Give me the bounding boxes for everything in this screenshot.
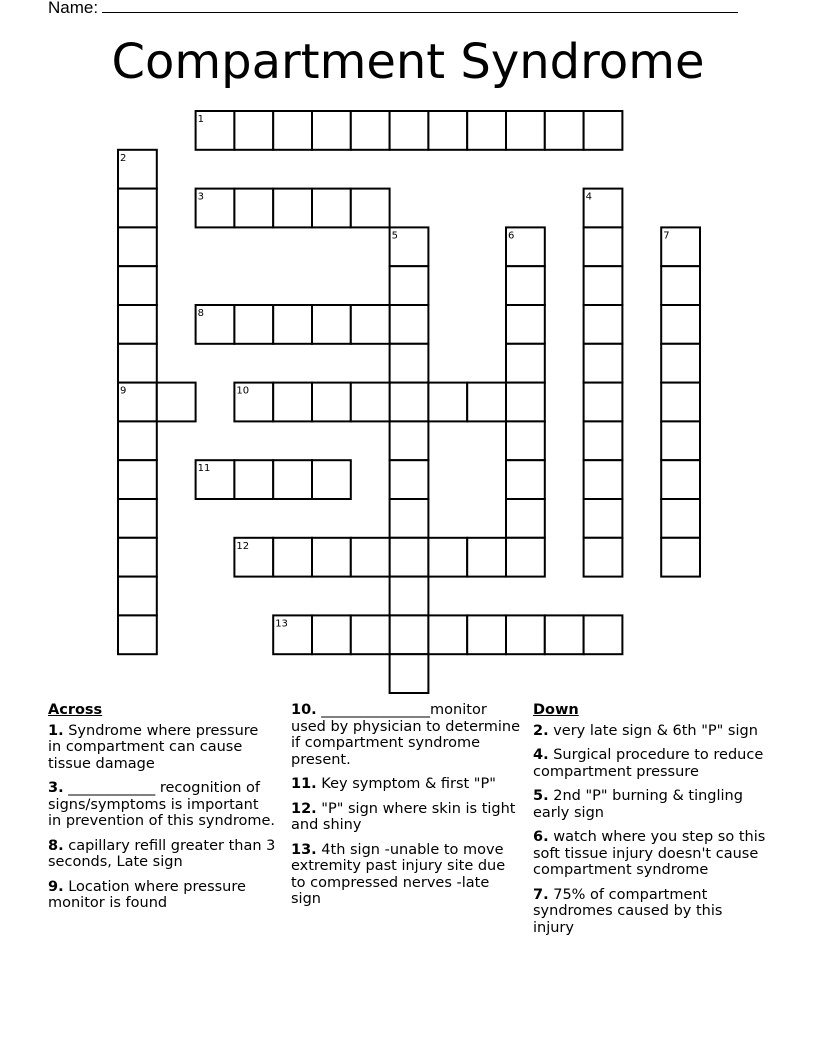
grid-cell[interactable]: [584, 344, 623, 383]
grid-cell[interactable]: [351, 383, 390, 422]
grid-cell[interactable]: [312, 615, 351, 654]
grid-cell[interactable]: [351, 538, 390, 577]
grid-cell[interactable]: [390, 538, 429, 577]
clue-text: "P" sign where skin is tight and shiny: [291, 800, 516, 833]
clue-text: capillary refill greater than 3 seconds, Late sign: [48, 837, 276, 870]
grid-cell[interactable]: [390, 305, 429, 344]
clue-text: 75% of compartment syndromes caused by this injury: [533, 886, 723, 936]
grid-cell[interactable]: [506, 499, 545, 538]
clue-number: 2.: [533, 722, 549, 739]
grid-cell[interactable]: [118, 305, 157, 344]
grid-cell[interactable]: [661, 499, 700, 538]
grid-cell[interactable]: [273, 538, 312, 577]
grid-cell[interactable]: [273, 189, 312, 228]
grid-cell[interactable]: [351, 111, 390, 150]
clue-number: 3.: [48, 780, 64, 796]
clue-down-5: [533, 788, 768, 821]
grid-cell[interactable]: [584, 227, 623, 266]
clue-across-9: [48, 879, 276, 912]
grid-cell[interactable]: [118, 460, 157, 499]
grid-cell[interactable]: [661, 383, 700, 422]
grid-cell[interactable]: [351, 615, 390, 654]
grid-cell[interactable]: [506, 344, 545, 383]
grid-cell[interactable]: [390, 111, 429, 150]
grid-cell[interactable]: [118, 499, 157, 538]
clue-text: Syndrome where pressure in compartment can cause tissue damage: [48, 722, 259, 772]
grid-cell[interactable]: [661, 421, 700, 460]
grid-cell[interactable]: [312, 383, 351, 422]
grid-cell[interactable]: [351, 189, 390, 228]
cell-number: 12: [236, 540, 250, 552]
clue-number: 7.: [533, 886, 549, 903]
grid-cell[interactable]: [584, 615, 623, 654]
grid-cell[interactable]: [584, 499, 623, 538]
grid-cell[interactable]: [428, 538, 467, 577]
clue-down-7: [533, 887, 768, 937]
name-label: Name:: [48, 0, 99, 17]
grid-cell[interactable]: [467, 111, 506, 150]
clue-across-13: [291, 842, 521, 908]
grid-cell[interactable]: [118, 421, 157, 460]
grid-cell[interactable]: [506, 538, 545, 577]
grid-cell[interactable]: [390, 577, 429, 616]
clue-across-8: [48, 838, 276, 871]
grid-cell[interactable]: [234, 189, 273, 228]
clue-number: 8.: [48, 837, 64, 854]
cell-number: 8: [197, 308, 204, 319]
grid-cell[interactable]: [467, 615, 506, 654]
grid-cell[interactable]: [390, 421, 429, 460]
grid-cell[interactable]: [584, 266, 623, 305]
clue-down-4: [533, 747, 768, 780]
grid-cell[interactable]: [584, 305, 623, 344]
grid-cell[interactable]: [273, 383, 312, 422]
down-clues-column: [533, 702, 768, 944]
grid-cell[interactable]: [506, 111, 545, 150]
across-clues-column-continued: [291, 702, 521, 916]
grid-cell[interactable]: [584, 383, 623, 422]
grid-cell[interactable]: [428, 615, 467, 654]
clue-text: 4th sign -unable to move extremity past injury site due to compressed nerves -late sign: [291, 841, 506, 907]
clue-text: very late sign & 6th "P" sign: [553, 722, 758, 739]
grid-cell[interactable]: [545, 111, 584, 150]
clue-number: 13.: [291, 841, 317, 858]
cell-number: 9: [120, 385, 127, 397]
clue-across-10: [291, 702, 521, 768]
grid-cell[interactable]: [234, 460, 273, 499]
grid-cell[interactable]: [506, 383, 545, 422]
grid-cell[interactable]: [428, 383, 467, 422]
grid-cell[interactable]: [312, 538, 351, 577]
clue-number: 9.: [48, 878, 64, 895]
clue-across-1: [48, 723, 276, 773]
clue-number: 1.: [48, 722, 64, 739]
grid-cell[interactable]: [390, 460, 429, 499]
cell-number: 13: [275, 618, 288, 630]
grid-cell[interactable]: [506, 266, 545, 305]
clue-down-2: [533, 723, 768, 740]
cell-number: 7: [663, 230, 670, 242]
grid-cell[interactable]: [390, 654, 429, 693]
clue-number: 11.: [291, 776, 317, 792]
cell-number: 6: [508, 230, 515, 242]
grid-cell[interactable]: [118, 577, 157, 616]
grid-cell[interactable]: [157, 383, 196, 422]
grid-cell[interactable]: [584, 111, 623, 150]
grid-cell[interactable]: [428, 111, 467, 150]
grid-cell[interactable]: [661, 460, 700, 499]
clue-text: ____________ recognition of signs/symptoms is important in prevention of this syndrome.: [48, 780, 276, 829]
across-clues-column: [48, 702, 276, 920]
grid-cell[interactable]: [312, 305, 351, 344]
clue-down-6: [533, 829, 768, 879]
grid-cell[interactable]: [661, 305, 700, 344]
grid-cell[interactable]: [312, 189, 351, 228]
grid-cell[interactable]: [390, 499, 429, 538]
clue-text: Location where pressure monitor is found: [48, 878, 246, 911]
grid-cell[interactable]: [661, 344, 700, 383]
grid-cell[interactable]: [467, 383, 506, 422]
clue-across-11: [291, 776, 521, 793]
grid-cell[interactable]: [506, 421, 545, 460]
clue-text: 2nd "P" burning & tingling early sign: [533, 788, 743, 821]
grid-cell[interactable]: [506, 615, 545, 654]
cell-number: 3: [197, 191, 204, 203]
clue-number: 6.: [533, 829, 549, 845]
grid-cell[interactable]: [584, 460, 623, 499]
clue-text: _______________monitor used by physician to determine if compartment syndrome present.: [291, 702, 520, 768]
across-heading: Across: [48, 702, 103, 718]
grid-cell[interactable]: [545, 615, 584, 654]
grid-cell[interactable]: [118, 266, 157, 305]
grid-cell[interactable]: [118, 227, 157, 266]
grid-cell[interactable]: [584, 421, 623, 460]
grid-cell[interactable]: [390, 266, 429, 305]
cell-number: 5: [391, 230, 398, 242]
grid-cell[interactable]: [390, 615, 429, 654]
grid-cell[interactable]: [312, 460, 351, 499]
grid-cell[interactable]: [273, 305, 312, 344]
grid-cell[interactable]: [234, 305, 273, 344]
grid-cell[interactable]: [467, 538, 506, 577]
clue-number: 12.: [291, 800, 317, 817]
clue-number: 5.: [533, 788, 549, 804]
clue-text: Key symptom & first "P": [321, 776, 496, 792]
cell-number: 2: [120, 152, 127, 164]
page-title: Compartment Syndrome: [111, 34, 705, 90]
grid-cell[interactable]: [661, 538, 700, 577]
grid-cell[interactable]: [273, 111, 312, 150]
grid-cell[interactable]: [118, 538, 157, 577]
grid-cell[interactable]: [312, 111, 351, 150]
grid-cell[interactable]: [661, 266, 700, 305]
grid-cell[interactable]: [390, 383, 429, 422]
clue-across-12: [291, 801, 521, 834]
grid-cell[interactable]: [118, 615, 157, 654]
cell-number: 4: [585, 191, 592, 203]
clue-text: Surgical procedure to reduce compartment pressure: [533, 747, 764, 780]
grid-cell[interactable]: [273, 460, 312, 499]
clue-across-3: [48, 780, 276, 830]
cell-number: 11: [197, 463, 211, 475]
clue-number: 4.: [533, 747, 549, 763]
grid-cell[interactable]: [506, 305, 545, 344]
grid-cell[interactable]: [234, 111, 273, 150]
grid-cell[interactable]: [506, 460, 545, 499]
grid-cell[interactable]: [118, 189, 157, 228]
grid-cell[interactable]: [351, 305, 390, 344]
grid-cell[interactable]: [584, 538, 623, 577]
clue-number: 10.: [291, 702, 317, 718]
grid-cell[interactable]: [118, 344, 157, 383]
cell-number: 10: [236, 385, 250, 397]
clue-text: watch where you step so this soft tissue injury doesn't cause compartment syndrome: [533, 829, 766, 878]
down-heading: Down: [533, 702, 579, 718]
cell-number: 1: [197, 114, 204, 125]
grid-cell[interactable]: [390, 344, 429, 383]
